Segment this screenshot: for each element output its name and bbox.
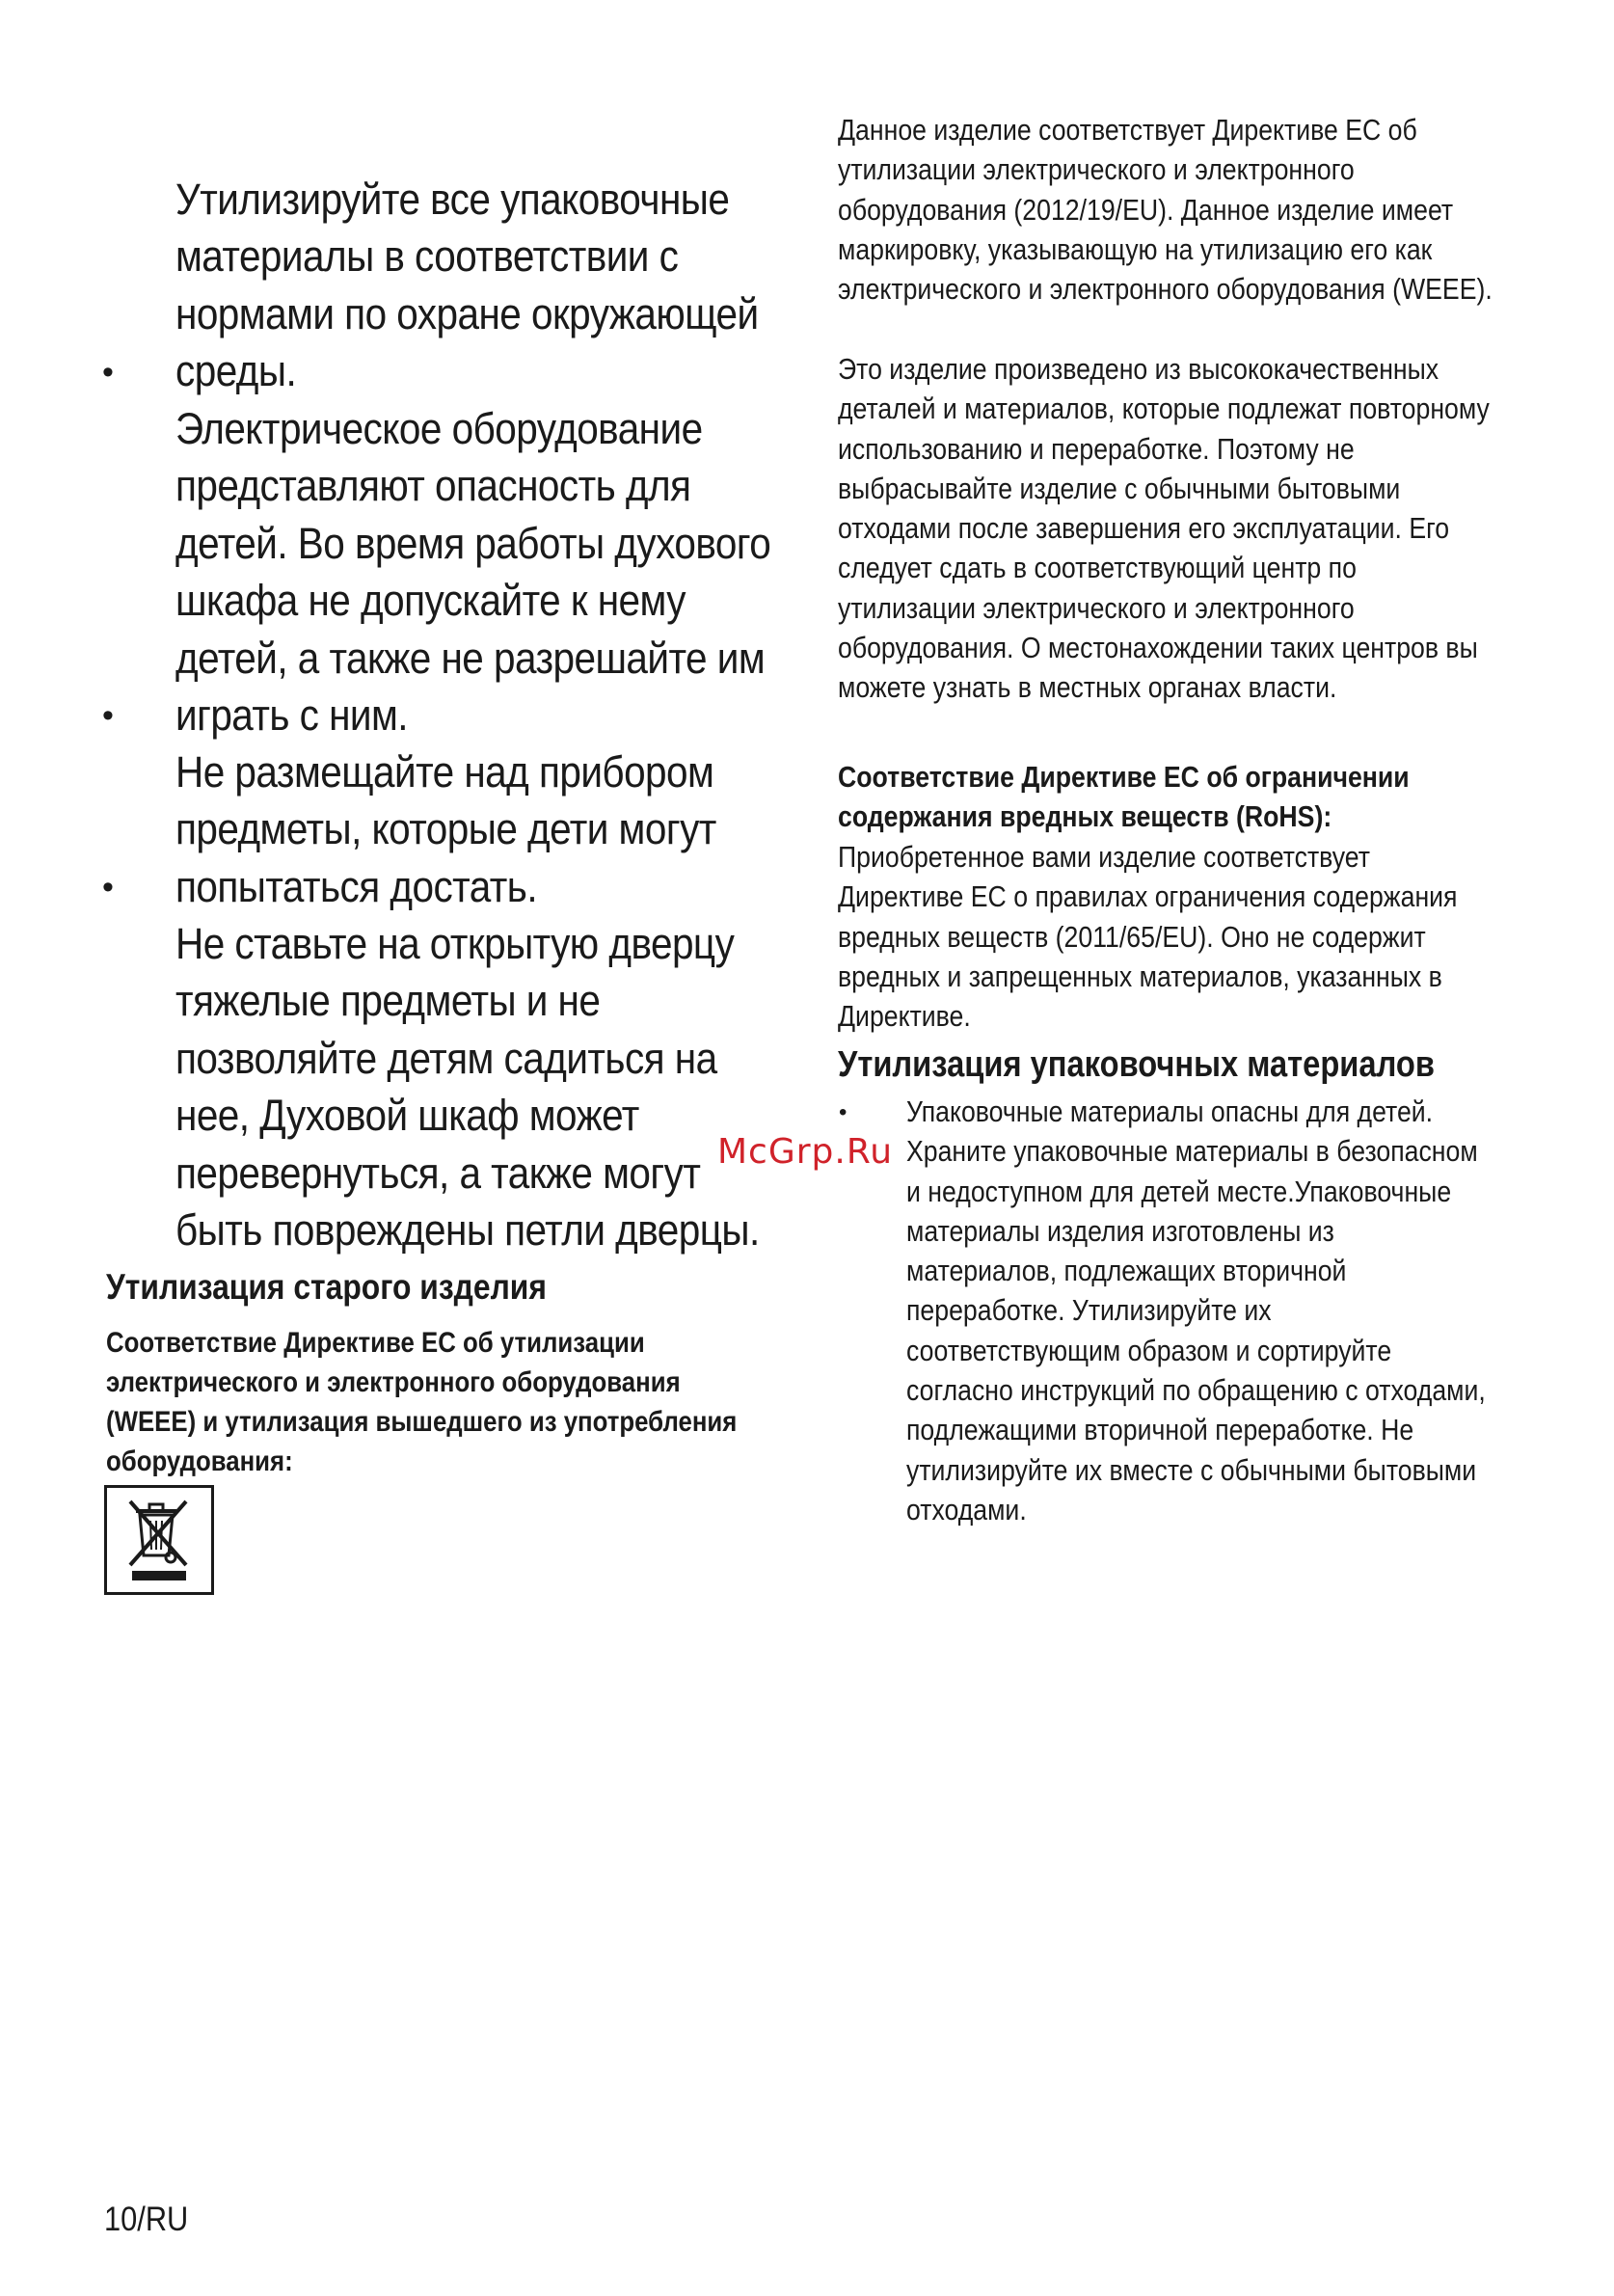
weee-symbol-graphic bbox=[107, 1488, 211, 1592]
page-number: 10/RU bbox=[104, 2201, 189, 2238]
bullet-children-safety: Электрическое оборудование представляют опасность для детей. Во время работы духового шкафа не допускайте к нему детей, а также не разрешайте им играть с ним. bbox=[175, 403, 771, 740]
rohs-heading: Соответствие Директиве ЕС об ограничении содержания вредных веществ (RoHS): bbox=[838, 760, 1410, 834]
bullet-objects-above: Не размещайте над прибором предметы, которые дети могут попытаться достать. bbox=[175, 746, 716, 911]
packaging-heading: Утилизация упаковочных материалов bbox=[838, 1044, 1435, 1085]
section-subheading-weee: Соответствие Директиве ЕС об утилизации электрического и электронного оборудования (WEEE) и утилизация вышедшего из употребления оборудования: bbox=[106, 1327, 738, 1477]
bullet-marker: • bbox=[102, 697, 114, 734]
watermark: McGrp.Ru bbox=[717, 1132, 894, 1172]
weee-compliance-paragraph: Данное изделие соответствует Директиве ЕС об утилизации электрического и электронного оборудования (2012/19/EU). Данное изделие имеет маркировку, указывающую на утилизацию его как электрического и электронного оборудования (WEEE). bbox=[838, 113, 1493, 307]
crossed-out-wheelie-bin-icon bbox=[104, 1485, 214, 1595]
bullet-door-load: Не ставьте на открытую дверцу тяжелые предметы и не позволяйте детям садиться на нее, Духовой шкаф может перевернуться, а также могут быть повреждены петли дверцы. bbox=[175, 918, 760, 1255]
bullet-marker: • bbox=[102, 354, 114, 391]
intro-paragraph: Утилизируйте все упаковочные материалы в соответствии с нормами по охране окружающей среды. bbox=[175, 174, 759, 395]
rohs-paragraph: Приобретенное вами изделие соответствует Директиве ЕС о правилах ограничения содержания вредных веществ (2011/65/EU). Оно не содержит вредных и запрещенных материалов, указанных в Директиве. bbox=[838, 840, 1458, 1034]
bullet-marker: • bbox=[839, 1099, 847, 1125]
packaging-bullet: Упаковочные материалы опасны для детей. Храните упаковочные материалы в безопасном и недоступном для детей месте.Упаковочные материалы изделия изготовлены из материалов, подлежащих вторичной переработке. Утилизируйте их соответствующим образом и сортируйте согласно инструкций по обращению с отходами, подлежащими вторичной переработке. Не утилизируйте их вместе с обычными бытовыми отходами. bbox=[906, 1094, 1486, 1526]
section-heading-old-product: Утилизация старого изделия bbox=[106, 1267, 547, 1307]
bullet-marker: • bbox=[102, 869, 114, 905]
recycling-paragraph: Это изделие произведено из высококачественных деталей и материалов, которые подлежат повторному использованию и переработке. Поэтому не выбрасывайте изделие с обычными бытовыми отходами после завершения его эксплуатации. Его следует сдать в соответствующий центр по утилизации электрического и электронного оборудования. О местонахождении таких центров вы можете узнать в местных органах власти. bbox=[838, 352, 1490, 705]
